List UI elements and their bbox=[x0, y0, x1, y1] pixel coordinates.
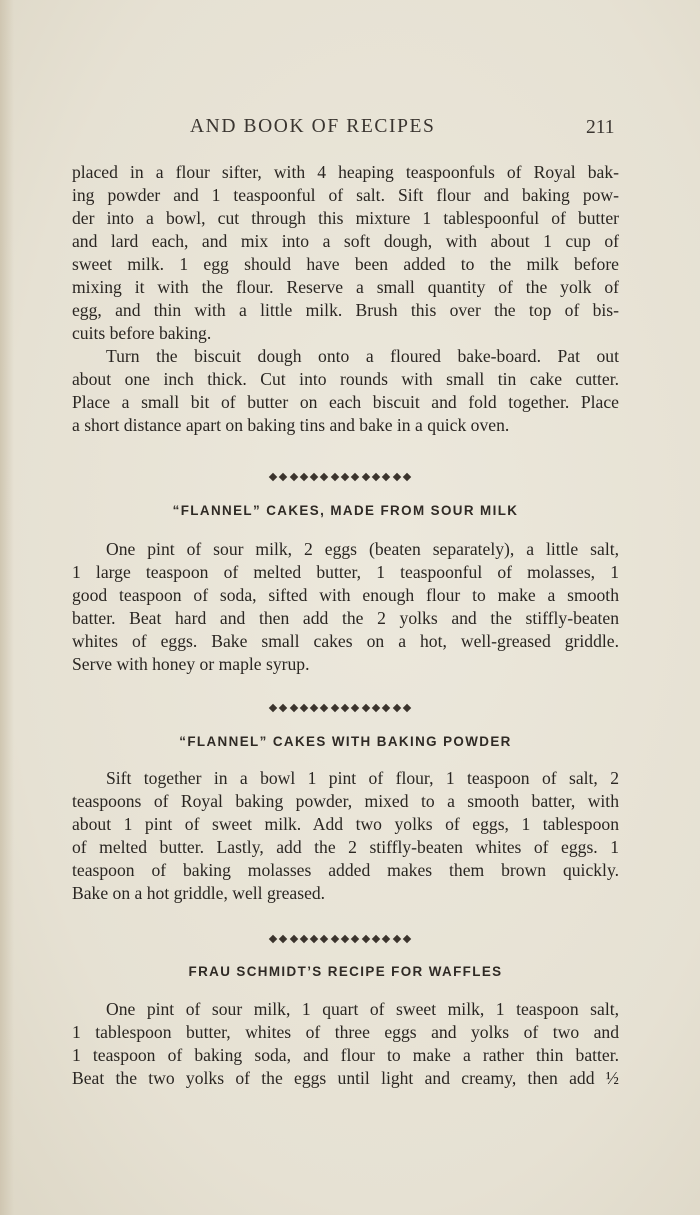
text-line: Bake on a hot griddle, well greased. bbox=[72, 883, 326, 903]
text-line: 1 tablespoon butter, whites of three eggs and yolks of two and bbox=[72, 1022, 619, 1042]
text-line: a short distance apart on baking tins and bake in a quick oven. bbox=[72, 415, 510, 435]
text-line: teaspoons of Royal baking powder, mixed to a smooth batter, with bbox=[72, 791, 619, 811]
text-line: about 1 pint of sweet milk. Add two yolks of eggs, 1 tablespoon bbox=[72, 814, 619, 834]
text-line: Beat the two yolks of the eggs until light and creamy, then add ½ bbox=[72, 1068, 619, 1088]
diamond-chain-ornament-icon bbox=[270, 472, 410, 482]
text-line: mixing it with the flour. Reserve a small quantity of the yolk of bbox=[72, 277, 619, 297]
diamond-chain-ornament-icon bbox=[270, 703, 410, 713]
text-line: good teaspoon of soda, sifted with enough flour to make a smooth bbox=[72, 585, 619, 605]
text-line: der into a bowl, cut through this mixture 1 tablespoonful of butter bbox=[72, 208, 619, 228]
text-line: about one inch thick. Cut into rounds with small tin cake cutter. bbox=[72, 369, 619, 389]
text-line: whites of eggs. Bake small cakes on a hot, well-greased griddle. bbox=[72, 631, 619, 651]
page-number: 211 bbox=[586, 117, 615, 138]
text-line: of melted butter. Lastly, add the 2 stiffly-beaten whites of eggs. 1 bbox=[72, 837, 619, 857]
text-line: and lard each, and mix into a soft dough, with about 1 cup of bbox=[72, 231, 619, 251]
text-line: 1 teaspoon of baking soda, and flour to make a rather thin batter. bbox=[72, 1045, 619, 1065]
recipe-text-flannel-sour-milk bbox=[72, 538, 619, 676]
section-heading: “FLANNEL” CAKES, MADE FROM SOUR MILK bbox=[172, 503, 519, 518]
text-line: egg, and thin with a little milk. Brush this over the top of bis- bbox=[72, 300, 619, 320]
text-line: Serve with honey or maple syrup. bbox=[72, 654, 310, 674]
text-line: placed in a flour sifter, with 4 heaping teaspoonfuls of Royal bak- bbox=[72, 162, 619, 182]
recipe-text-flannel-baking-powder bbox=[72, 767, 619, 905]
text-line: cuits before baking. bbox=[72, 323, 212, 343]
diamond-chain-ornament-icon bbox=[270, 934, 410, 944]
text-line: ing powder and 1 teaspoonful of salt. Sift flour and baking pow- bbox=[72, 185, 619, 205]
text-line: 1 large teaspoon of melted butter, 1 teaspoonful of molasses, 1 bbox=[72, 562, 619, 582]
page-spine-shadow bbox=[0, 0, 14, 1215]
text-line: Place a small bit of butter on each biscuit and fold together. Place bbox=[72, 392, 619, 412]
recipe-continuation-text bbox=[72, 161, 619, 437]
text-line: One pint of sour milk, 2 eggs (beaten separately), a little salt, bbox=[106, 539, 619, 559]
text-line: batter. Beat hard and then add the 2 yolks and the stiffly-beaten bbox=[72, 608, 619, 628]
text-line: sweet milk. 1 egg should have been added to the milk before bbox=[72, 254, 619, 274]
section-heading: “FLANNEL” CAKES WITH BAKING POWDER bbox=[179, 734, 512, 749]
section-heading: FRAU SCHMIDT’S RECIPE FOR WAFFLES bbox=[188, 964, 503, 979]
text-line: Sift together in a bowl 1 pint of flour, 1 teaspoon of salt, 2 bbox=[106, 768, 619, 788]
running-title: AND BOOK OF RECIPES bbox=[190, 116, 436, 137]
recipe-text-waffles bbox=[72, 998, 619, 1090]
text-line: teaspoon of baking molasses added makes them brown quickly. bbox=[72, 860, 619, 880]
text-line: One pint of sour milk, 1 quart of sweet milk, 1 teaspoon salt, bbox=[106, 999, 619, 1019]
text-line: Turn the biscuit dough onto a floured bake-board. Pat out bbox=[106, 346, 619, 366]
